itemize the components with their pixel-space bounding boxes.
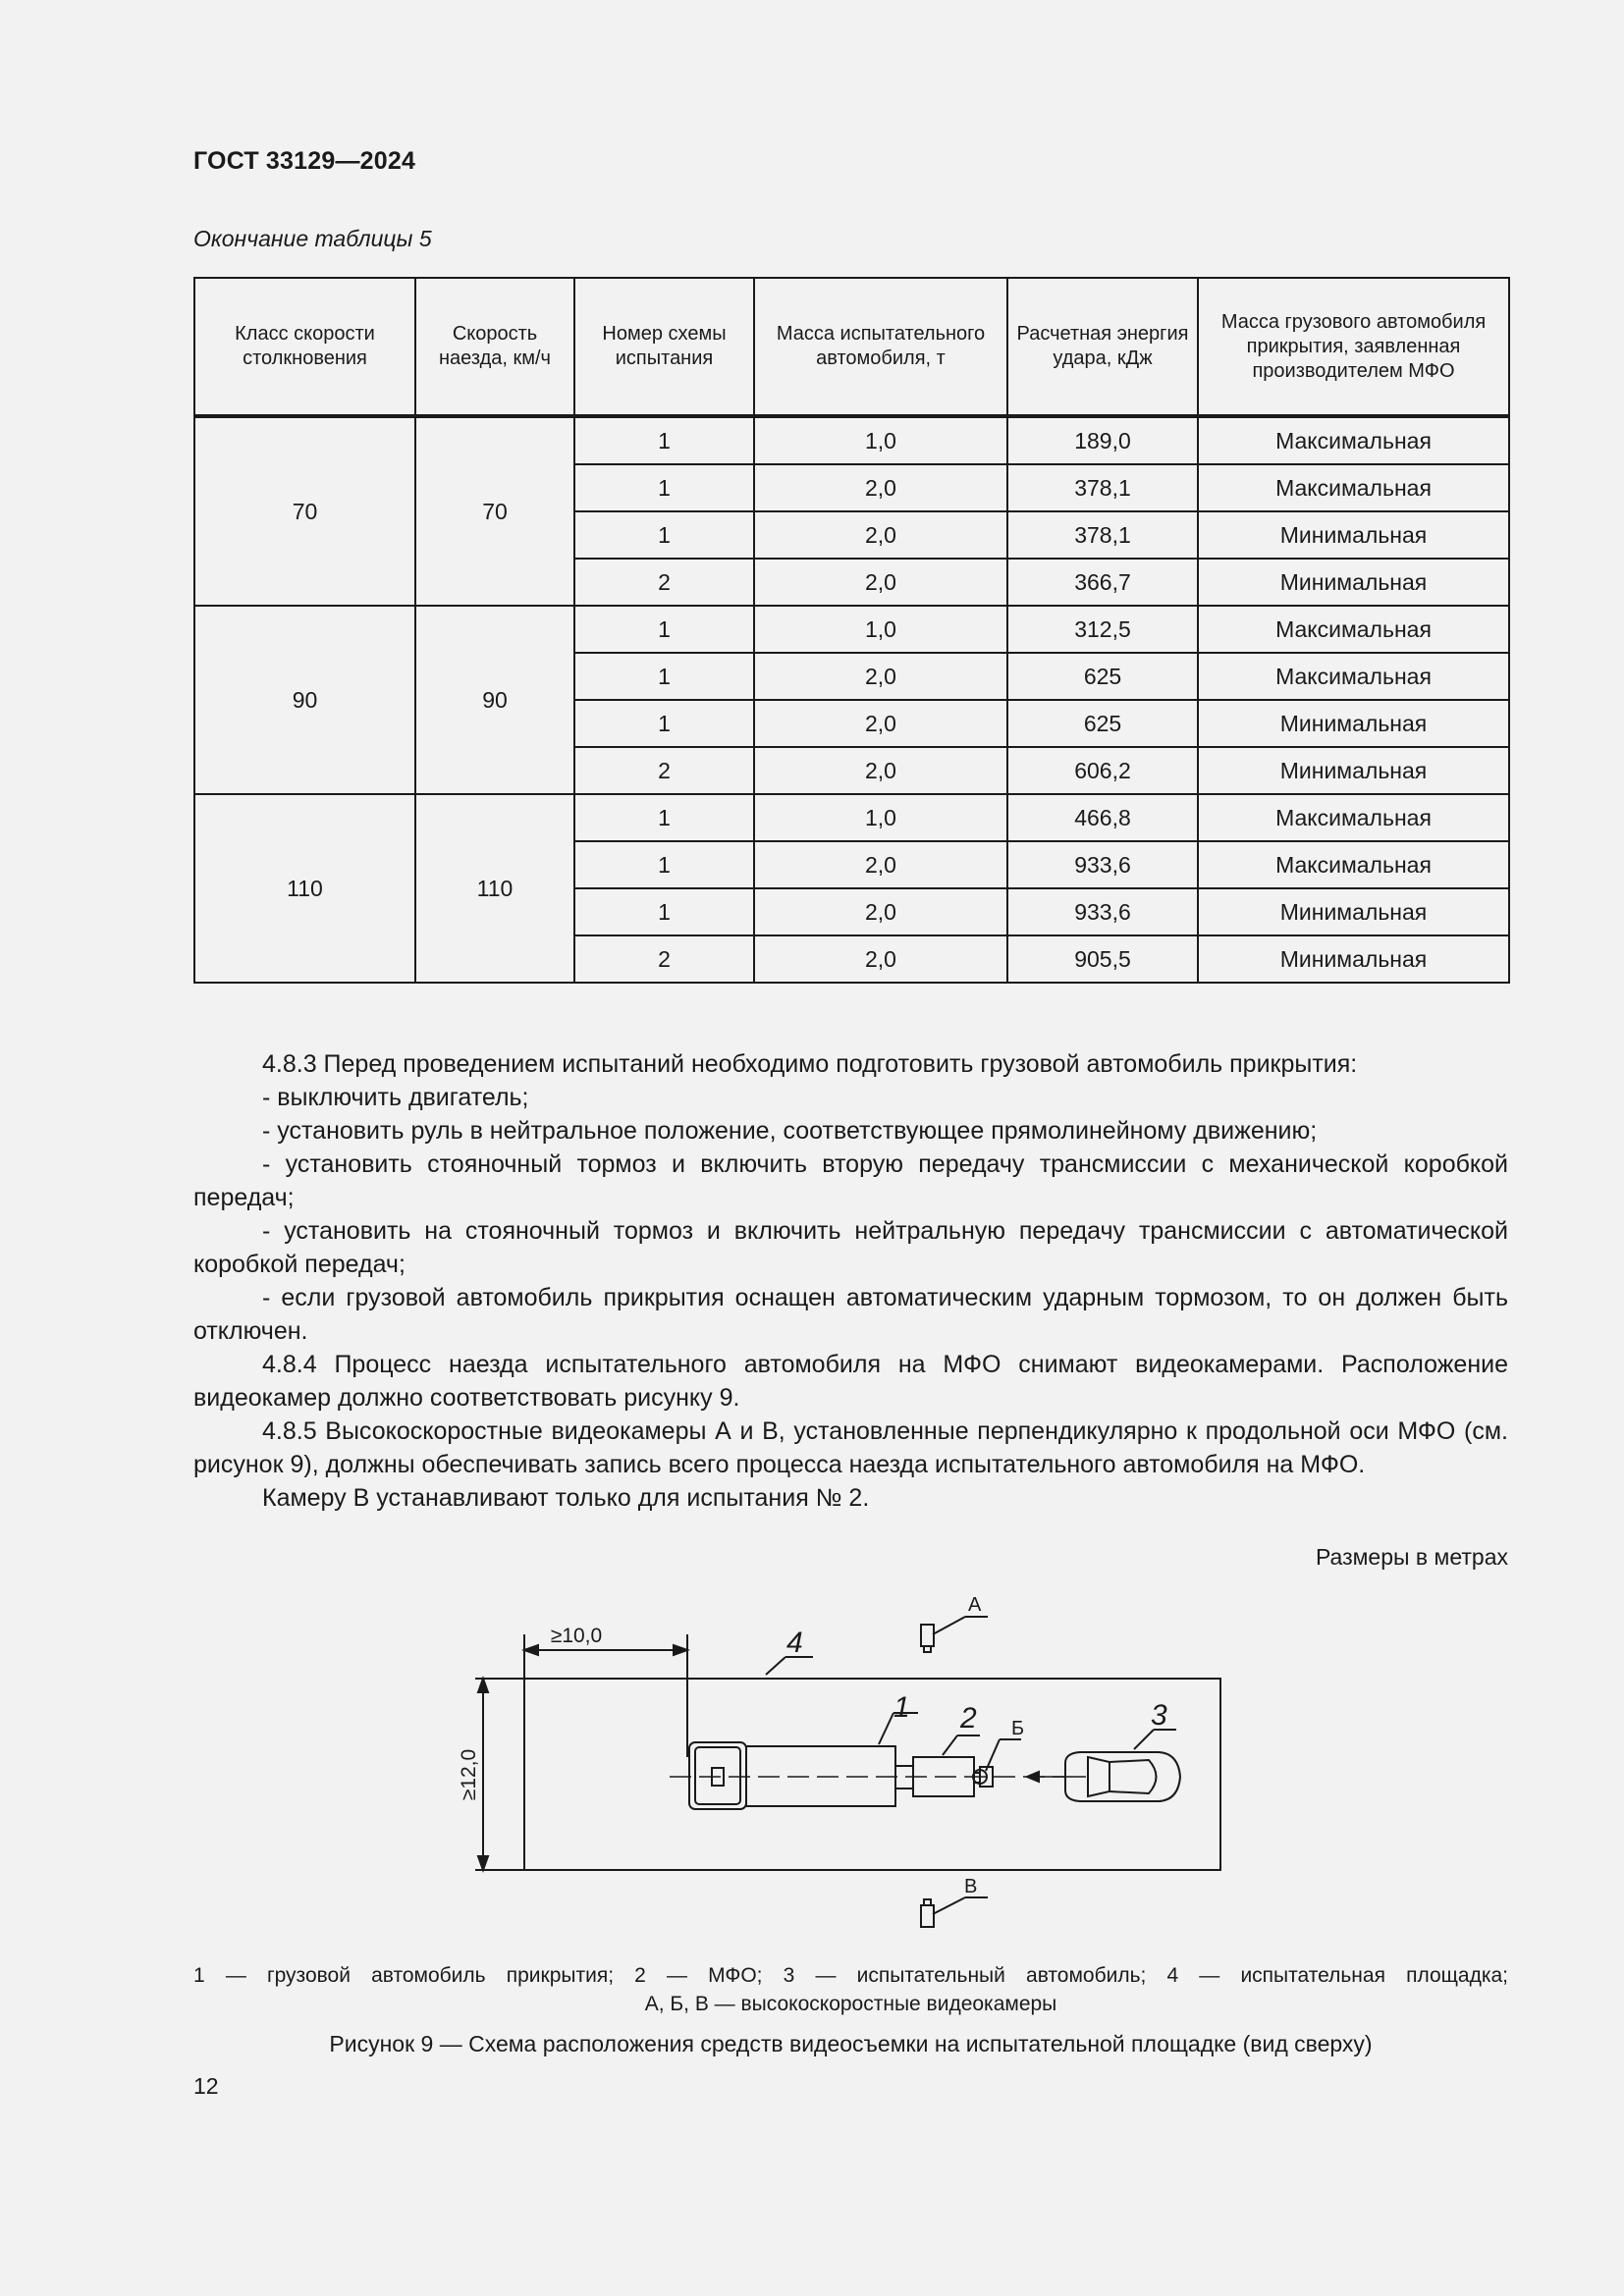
table-cell: 2 (574, 935, 754, 983)
table-cell: 1 (574, 888, 754, 935)
table-cell: 378,1 (1007, 511, 1198, 559)
camera-a-icon (921, 1625, 934, 1652)
col-header: Класс скорости столкновения (194, 278, 415, 416)
table-cell: 1 (574, 653, 754, 700)
class-cell: 90 (194, 606, 415, 794)
table-cell: Максимальная (1198, 653, 1509, 700)
table-cell: 1 (574, 511, 754, 559)
truck-cab (689, 1742, 746, 1809)
table-cell: 1 (574, 794, 754, 841)
table-cell: 2 (574, 747, 754, 794)
table-cell: 189,0 (1007, 416, 1198, 464)
label-3: 3 (1151, 1699, 1167, 1732)
arrow-head (674, 1645, 687, 1655)
legend-line-1: 1 — грузовой автомобиль прикрытия; 2 — МФО; 3 — испытательный автомобиль; 4 — испытательная площадка; (193, 1964, 1508, 1987)
col-header: Расчетная энергия удара, кДж (1007, 278, 1198, 416)
camera-v-body (921, 1905, 934, 1927)
table-cell: 1,0 (754, 794, 1007, 841)
camera-v-lens (924, 1899, 931, 1905)
col-header: Скорость наезда, км/ч (415, 278, 574, 416)
table-cell: Максимальная (1198, 464, 1509, 511)
label-2: 2 (960, 1702, 977, 1735)
list-item: - если грузовой автомобиль прикрытия оснащен автоматическим ударным тормозом, то он должен быть отключен. (193, 1284, 1508, 1345)
table-cell: 2,0 (754, 653, 1007, 700)
table-cell: 1 (574, 841, 754, 888)
table-cell: Минимальная (1198, 700, 1509, 747)
label-camera-b: Б (1011, 1718, 1025, 1739)
list-item: - выключить двигатель; (262, 1084, 529, 1111)
leader-line (933, 1897, 965, 1914)
speed-cell: 110 (415, 794, 574, 983)
label-camera-a: А (968, 1594, 982, 1616)
class-cell: 110 (194, 794, 415, 983)
page-number: 12 (193, 2073, 219, 2099)
table-cell: 366,7 (1007, 559, 1198, 606)
table-cell: 2,0 (754, 935, 1007, 983)
table-cell: 1 (574, 416, 754, 464)
paragraph-4-8-5: 4.8.5 Высокоскоростные видеокамеры А и В, установленные перпендикулярно к продольной оси МФО (см. рисунок 9), должны обеспечивать запись всего процесса наезда испытательного автомобиля на МФО. (193, 1417, 1508, 1478)
figure-legend (193, 1961, 1508, 2018)
paragraph-4-8-3: 4.8.3 Перед проведением испытаний необходимо подготовить грузовой автомобиль прикрытия: (262, 1050, 1358, 1078)
table-cell: Минимальная (1198, 559, 1509, 606)
arrow-head (524, 1645, 538, 1655)
table-cell: 2 (574, 559, 754, 606)
table-cell: 606,2 (1007, 747, 1198, 794)
class-cell: 70 (194, 416, 415, 606)
table-cell: 1 (574, 464, 754, 511)
cover-truck (689, 1742, 895, 1809)
table-cell: 2,0 (754, 511, 1007, 559)
camera-a-body (921, 1625, 934, 1646)
table-cell: 2,0 (754, 559, 1007, 606)
test-car (1065, 1752, 1180, 1801)
table-cell: 2,0 (754, 464, 1007, 511)
table-cell: 1,0 (754, 606, 1007, 653)
table-cell: 2,0 (754, 700, 1007, 747)
col-header: Номер схемы испытания (574, 278, 754, 416)
leader-line (933, 1617, 965, 1634)
speed-cell: 70 (415, 416, 574, 606)
list-item: - установить на стояночный тормоз и включить нейтральную передачу трансмиссии с автоматической коробкой передач; (193, 1217, 1508, 1278)
paragraph-4-8-4: 4.8.4 Процесс наезда испытательного автомобиля на МФО снимают видеокамерами. Расположение видеокамер должно соответствовать рисунку 9. (193, 1351, 1508, 1412)
car-roof (1110, 1760, 1157, 1793)
label-camera-v: В (964, 1876, 978, 1897)
direction-arrow (1027, 1772, 1039, 1782)
camera-a-lens (924, 1646, 931, 1652)
table-cell: 625 (1007, 700, 1198, 747)
table-cell: 1 (574, 700, 754, 747)
col-header: Масса грузового автомобиля прикрытия, заявленная производителем МФО (1198, 278, 1509, 416)
leader-line (879, 1713, 893, 1744)
leader-line (766, 1657, 785, 1675)
paragraph-camera-b: Камеру В устанавливают только для испытания № 2. (262, 1484, 870, 1512)
table-cell: Минимальная (1198, 888, 1509, 935)
table-cell: Максимальная (1198, 606, 1509, 653)
speed-cell: 90 (415, 606, 574, 794)
table-cell: 312,5 (1007, 606, 1198, 653)
dim-width-label: ≥12,0 (458, 1748, 480, 1801)
table-cell: 905,5 (1007, 935, 1198, 983)
list-item: - установить руль в нейтральное положение, соответствующее прямолинейному движению; (262, 1117, 1318, 1145)
table-cell: 933,6 (1007, 888, 1198, 935)
table-cell: 933,6 (1007, 841, 1198, 888)
camera-v-icon (921, 1899, 934, 1927)
table-caption: Окончание таблицы 5 (193, 226, 432, 251)
arrow-head (478, 1679, 488, 1692)
table-cell: Максимальная (1198, 416, 1509, 464)
label-4: 4 (786, 1627, 803, 1659)
arrow-head (478, 1856, 488, 1870)
truck-cab-inner (695, 1747, 740, 1804)
car-windshield (1088, 1757, 1110, 1796)
table-cell: 378,1 (1007, 464, 1198, 511)
figure-caption: Рисунок 9 — Схема расположения средств видеосъемки на испытательной площадке (вид сверху) (329, 2031, 1373, 2056)
test-area (524, 1679, 1220, 1870)
dim-length-label: ≥10,0 (550, 1625, 603, 1647)
dimensions-note: Размеры в метрах (1315, 1544, 1508, 1570)
legend-line-2: А, Б, В — высокоскоростные видеокамеры (644, 1993, 1057, 2015)
table-cell: Максимальная (1198, 841, 1509, 888)
table-cell: 1 (574, 606, 754, 653)
leader-line (1134, 1730, 1154, 1749)
table-cell: 466,8 (1007, 794, 1198, 841)
document-header: ГОСТ 33129—2024 (193, 147, 416, 175)
table-cell: Максимальная (1198, 794, 1509, 841)
table-cell: 1,0 (754, 416, 1007, 464)
label-1: 1 (893, 1691, 910, 1724)
table-cell: 2,0 (754, 841, 1007, 888)
table-cell: 625 (1007, 653, 1198, 700)
table-cell: 2,0 (754, 747, 1007, 794)
table-cell: 2,0 (754, 888, 1007, 935)
table-cell: Минимальная (1198, 511, 1509, 559)
col-header: Масса испытательного автомобиля, т (754, 278, 1007, 416)
list-item: - установить стояночный тормоз и включить вторую передачу трансмиссии с механической коробкой передач; (193, 1150, 1508, 1211)
table-cell: Минимальная (1198, 935, 1509, 983)
table-cell: Минимальная (1198, 747, 1509, 794)
leader-line (943, 1735, 957, 1755)
